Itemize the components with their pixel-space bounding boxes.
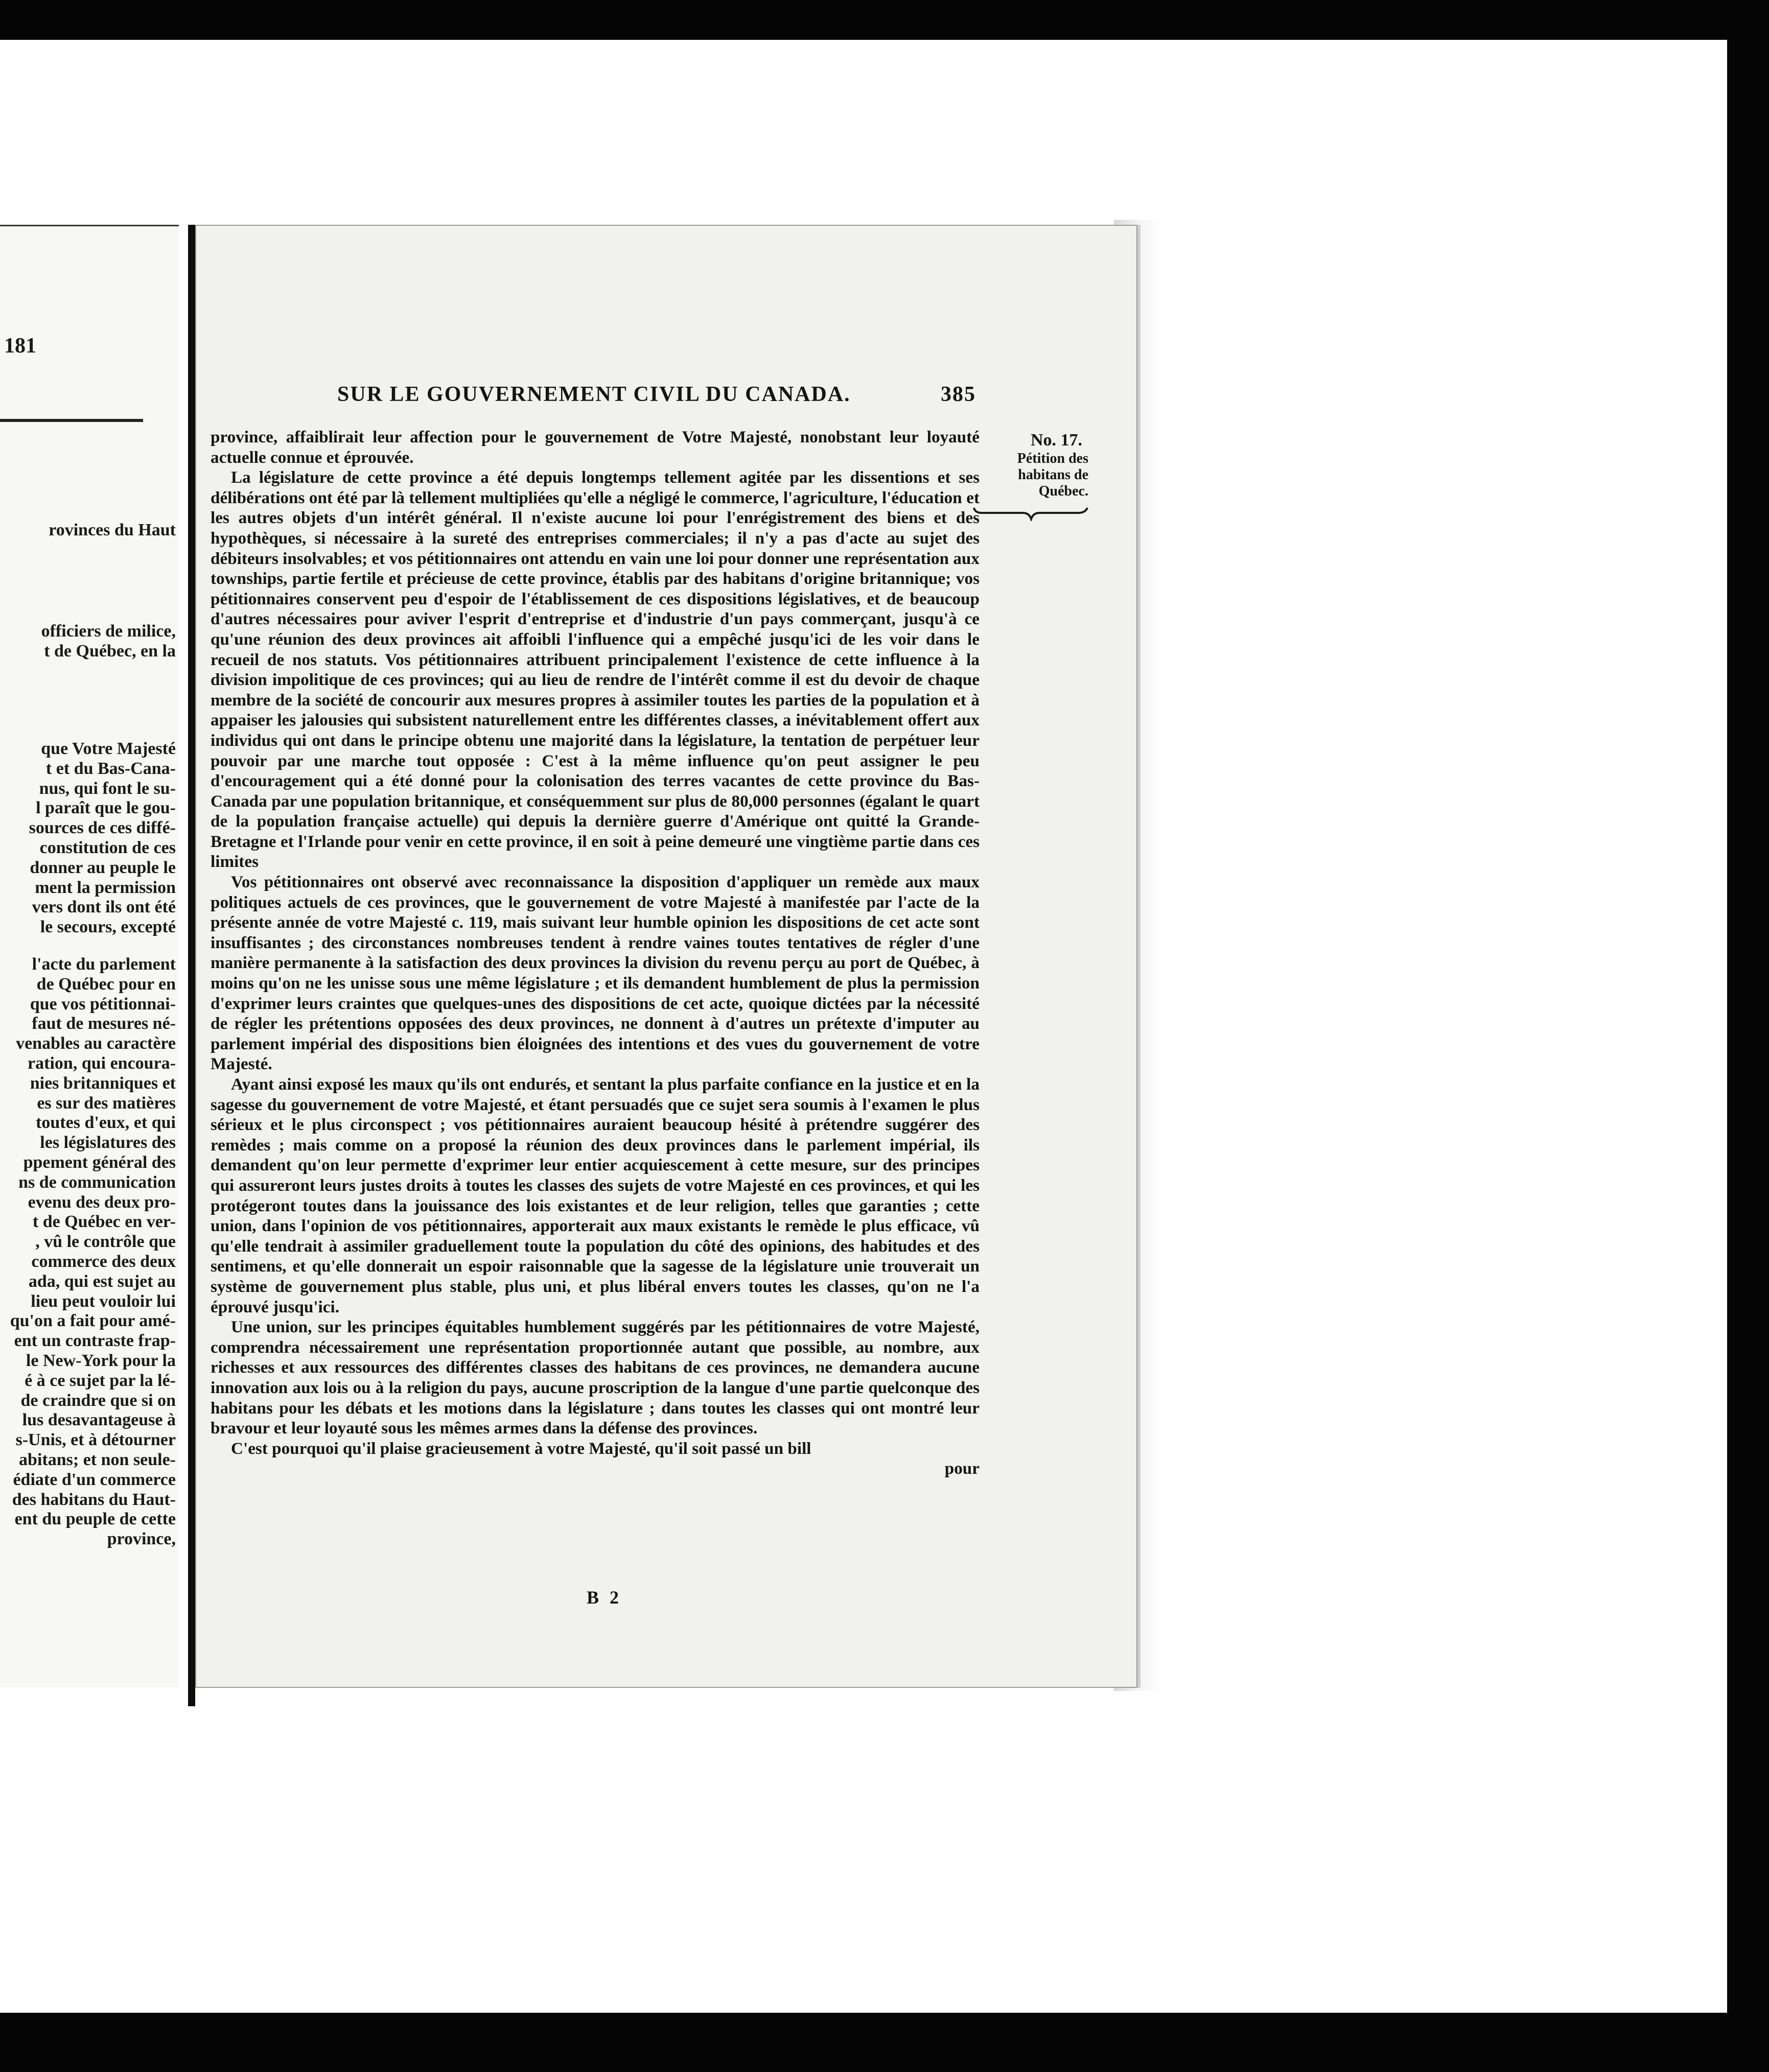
left-page-line: t de Québec en ver- [32, 1212, 176, 1232]
scan-border-bottom [0, 2013, 1769, 2072]
left-page-line: de craindre que si on [20, 1391, 176, 1410]
left-page-line: constitution de ces [39, 838, 176, 857]
left-page-line: l'acte du parlement [32, 955, 176, 974]
left-page-text [0, 0, 179, 2072]
left-page-line: des habitans du Haut- [12, 1490, 176, 1509]
page-number: 385 [941, 383, 976, 406]
catchword: pour [944, 1459, 980, 1478]
left-page-line: es sur des matières [37, 1093, 176, 1113]
page-gutter [188, 225, 195, 1706]
left-page-line: sources de ces diffé- [29, 818, 176, 838]
left-page-line: province, [107, 1529, 176, 1549]
left-page-line: evenu des deux pro- [28, 1192, 176, 1212]
margin-note [970, 430, 1088, 500]
left-page-line: qu'on a fait pour amé- [10, 1311, 176, 1331]
left-page-line: nies britanniques et [30, 1073, 176, 1093]
left-page-line: de Québec pour en [36, 974, 176, 994]
left-page-line: toutes d'eux, et qui [36, 1113, 176, 1133]
left-page-line: que Votre Majesté [41, 739, 176, 758]
left-page-line: commerce des deux [31, 1252, 176, 1271]
body-text [211, 427, 980, 1479]
left-page-line: t et du Bas-Cana- [45, 759, 176, 778]
left-page-line: nus, qui font le su- [39, 779, 176, 798]
page-title: SUR LE GOUVERNEMENT CIVIL DU CANADA. [337, 383, 851, 406]
left-page-line: lieu peut vouloir lui [31, 1291, 176, 1311]
left-page-line: ration, qui encoura- [28, 1054, 176, 1073]
left-page-line: é à ce sujet par la lé- [25, 1371, 176, 1390]
left-page-line: l paraît que le gou- [36, 798, 176, 818]
left-page-line: rovinces du Haut [49, 521, 176, 539]
left-page-line: t de Québec, en la [44, 641, 176, 661]
paragraph: Une union, sur les principes équitables humblement suggérés par les pétitionnaires de votre Majesté, comprendra nécessairement une représentation proportionnée autant que possible, au nombre, aux richesses et aux ressources des différentes classes des habitans de ces provinces, ne demandera aucune innovation aux lois ou à la religion du pays, aucune proscription de la langue d'une partie quelconque des habitans pour les débats et les motions dans la législature ; dans toutes les classes qui ont montré leur bravour et leur loyauté sous les mêmes armes dans la défense des provinces. [211, 1317, 980, 1438]
left-page-line: ment la permission [35, 878, 176, 897]
left-page-line: ppement général des [23, 1153, 176, 1172]
left-page-line: , vû le contrôle que [35, 1232, 176, 1252]
left-page-line: ent du peuple de cette [14, 1510, 176, 1529]
left-page-line: ada, qui est sujet au [28, 1272, 176, 1291]
paragraph: Ayant ainsi exposé les maux qu'ils ont endurés, et sentant la plus parfaite confiance en la justice et en la sagesse du gouvernement de votre Majesté, et étant persuadés que ce sujet sera soumis à l'examen le plus sérieux et le plus circonspect ; vos pétitionnaires auraient beaucoup hésité à prétendre suggérer des remèdes ; mais comme on a proposé la réunion des deux provinces dans le parlement impérial, ils demandent qu'on leur permette d'exprimer leur entier acquiescement à cette mesure, sur des principes qui assureront leurs justes droits à toutes les classes des sujets de votre Majesté en ces provinces, et qui les protégeront toutes dans la jouissance des lois existantes et de leur religion, telles que garanties ; cette union, dans l'opinion de vos pétitionnaires, apporterait aux maux existants le remède le plus efficace, vû qu'elle tendrait à assimiler graduellement toute la population du côté des opinions, des habitudes et des sentimens, et qu'elle donnerait un espoir raisonnable que la sagesse de la législature unie trouverait un système de gouvernement plus stable, plus uni, et plus libéral envers toutes les classes, qu'on ne l'a éprouvé jusqu'ici. [211, 1075, 980, 1316]
margin-note-text: Pétition des habitans de Québec. [1017, 451, 1088, 499]
signature-mark: B 2 [587, 1587, 622, 1608]
left-page-line: lus desavantageuse à [22, 1410, 176, 1430]
scan-border-right [1727, 0, 1769, 2072]
left-page-line: faut de mesures né- [32, 1014, 176, 1033]
left-page-line: le secours, excepté [40, 917, 176, 937]
left-page-line: officiers de milice, [41, 622, 176, 641]
running-header [337, 382, 976, 411]
left-page-line: venables au caractère [16, 1034, 176, 1053]
left-page-header: 181 [4, 334, 36, 358]
paragraph: province, affaiblirait leur affection pour le gouvernement de Votre Majesté, nonobstant leur loyauté actuelle connue et éprouvée. [211, 428, 980, 467]
left-page-line: le New-York pour la [26, 1351, 176, 1370]
scan-border-top [0, 0, 1769, 40]
left-page-line: donner au peuple le [30, 858, 176, 877]
left-page-line: que vos pétitionnai- [30, 994, 176, 1014]
left-page-line: s-Unis, et à détourner [15, 1430, 176, 1450]
left-page-line: édiate d'un commerce [13, 1470, 176, 1489]
left-page-line: abitans; et non seule- [19, 1450, 176, 1469]
paragraph: C'est pourquoi qu'il plaise gracieusement à votre Majesté, qu'il soit passé un bill [231, 1439, 811, 1458]
margin-note-number: No. 17. [1030, 431, 1082, 450]
left-page-line: ns de communication [18, 1172, 176, 1192]
margin-brace-icon [972, 506, 1089, 521]
left-page-line: les législatures des [40, 1133, 176, 1152]
left-page-line: ent un contraste frap- [14, 1331, 176, 1351]
left-page-line: vers dont ils ont été [32, 898, 176, 917]
paragraph: La législature de cette province a été depuis longtemps tellement agitée par les dissentions et ses délibérations ont été par là tellement multipliées qu'elle a négligé le commerce, l'agriculture, l'éducation et les autres objets d'un intérêt général. Il n'existe aucune loi pour l'enrégistrement des biens et des hypothèques, si nécessaire à la sureté des entreprises commerciales; il n'y a pas d'acte au sujet des débiteurs insolvables; et vos pétitionnaires ont attendu en vain une loi pour donner une représentation aux townships, partie fertile et précieuse de cette province, établis par des habitans d'origine britannique; vos pétitionnaires conservent peu d'espoir de l'établissement de ces dispositions législatives, et de beaucoup d'autres nécessaires pour aviver l'esprit d'entreprise et d'industrie d'un pays commerçant, jusqu'à ce qu'une réunion des deux provinces ait affoibli l'influence qui a empêché jusqu'ici de les voir dans le recueil de nos statuts. Vos pétitionnaires attribuent principalement l'existence de cette influence à la division impolitique de ces provinces; qui au lieu de rendre de l'intérêt comme il est du devoir de chaque membre de la société de concourir aux mesures propres à assimiler toutes les parties de la population et à appaiser les jalousies qui subsistent naturellement entre les différentes classes, a inévitablement offert aux individus qui ont dans le principe obtenu une majorité dans la législature, la tentation de perpétuer leur pouvoir par une marche tout opposée : C'est à la même influence qu'on peut assigner le peu d'encouragement qui a été donné pour la colonisation des terres vacantes de cette province du Bas-Canada par une population britannique, et conséquemment sur plus de 80,000 personnes (égalant le quart de la population française actuelle) qui depuis la dernière guerre d'Amérique ont quitté la Grande-Bretagne et l'Irlande pour venir en cette province, il en soit à peine demeuré une vingtième partie dans ces limites [211, 468, 980, 872]
paragraph: Vos pétitionnaires ont observé avec reconnaissance la disposition d'appliquer un remède aux maux politiques actuels de ces provinces, que le gouvernement de votre Majesté à manifestée par l'acte de la présente année de votre Majesté c. 119, mais suivant leur humble opinion les dispositions de cet acte sont insuffisantes ; des circonstances nombreuses tendent à rendre vaines toutes tentatives de régler d'une manière permanente à la satisfaction des deux provinces la division du revenu perçu au port de Québec, à moins qu'on ne les unisse sous une même législature ; et ils demandent humblement de plus la permission d'exprimer leurs craintes que quelques-unes des dispositions de cet acte, quoique dictées par la nécessité de régler les prétentions opposées des deux provinces, ne donnent à d'autres un prétexte d'imputer au parlement impérial des dispositions bien éloignées des intentions et des vues du gouvernement de votre Majesté. [211, 873, 980, 1074]
